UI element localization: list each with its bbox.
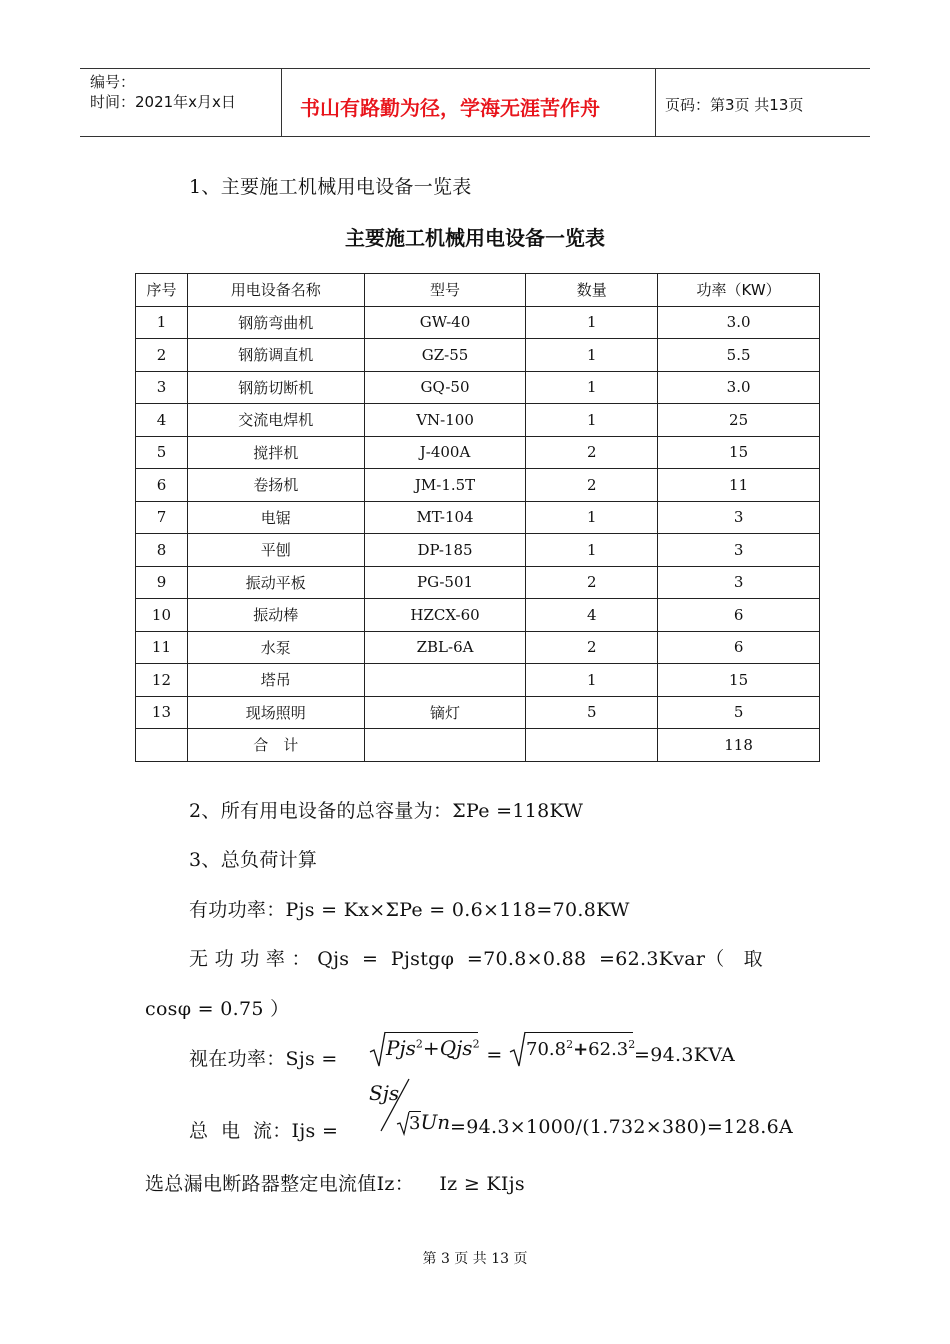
table-row	[136, 339, 820, 372]
header-page-label: 页码：第3页 共13页	[665, 96, 804, 114]
cell-index: 10	[136, 599, 188, 632]
active-power-line: 有功功率：Pjs = Kx×ΣPe = 0.6×118=70.8KW	[189, 899, 630, 921]
table-header-row	[136, 274, 820, 307]
total-value-cell: 118	[658, 729, 820, 762]
cell-power: 3	[658, 534, 820, 567]
cell-name: 现场照明	[187, 696, 364, 729]
sqrt-sign-2	[508, 1030, 528, 1070]
cell-power: 3.0	[658, 306, 820, 339]
table-row	[136, 501, 820, 534]
cell-name: 振动棒	[187, 599, 364, 632]
cell-power: 11	[658, 469, 820, 502]
header-date-label: 时间：2021年x月x日	[90, 93, 236, 111]
header-motto: 书山有路勤为径，学海无涯苦作舟	[300, 96, 600, 120]
cell-quantity: 5	[526, 696, 658, 729]
equipment-table	[135, 273, 820, 762]
current-label: 总 电 流：Ijs =	[189, 1120, 345, 1142]
cell-power: 15	[658, 664, 820, 697]
cell-name: 搅拌机	[187, 436, 364, 469]
cell-index: 12	[136, 664, 188, 697]
cell-power: 3	[658, 501, 820, 534]
cell-power: 3.0	[658, 371, 820, 404]
cell-name: 钢筋调直机	[187, 339, 364, 372]
cell-model	[364, 729, 526, 762]
table-row	[136, 469, 820, 502]
cell-model: 镝灯	[364, 696, 526, 729]
formula-numeric: $70.8^2+62.3^2$	[526, 1038, 636, 1060]
cell-model: GW-40	[364, 306, 526, 339]
cell-power: 25	[658, 404, 820, 437]
cell-model: HZCX-60	[364, 599, 526, 632]
formula-pjs-squared: Pjs$^2$+Qjs$^2$	[386, 1036, 480, 1060]
header-cell-index: 序号	[136, 274, 188, 307]
apparent-power-label: 视在功率：Sjs =	[189, 1048, 344, 1070]
table-row	[136, 371, 820, 404]
fraction-denominator: 3Un	[409, 1110, 451, 1134]
table-row	[136, 664, 820, 697]
cell-name: 平刨	[187, 534, 364, 567]
table-row	[136, 566, 820, 599]
table-row	[136, 696, 820, 729]
cell-index	[136, 729, 188, 762]
cell-quantity: 1	[526, 501, 658, 534]
total-capacity-line: 2、所有用电设备的总容量为：ΣPe =118KW	[189, 800, 584, 822]
table-row	[136, 306, 820, 339]
breaker-line: 选总漏电断路器整定电流值Iz： Iz ≥ KIjs	[145, 1173, 525, 1195]
cell-index: 13	[136, 696, 188, 729]
header-cell-name: 用电设备名称	[187, 274, 364, 307]
header-top-rule	[80, 68, 870, 69]
header-cell-power: 功率（KW）	[658, 274, 820, 307]
table-row	[136, 534, 820, 567]
header-number-label: 编号：	[90, 73, 136, 91]
cell-power: 6	[658, 631, 820, 664]
cell-index: 1	[136, 306, 188, 339]
cell-quantity: 2	[526, 436, 658, 469]
cell-quantity: 1	[526, 534, 658, 567]
cell-index: 8	[136, 534, 188, 567]
cell-model	[364, 664, 526, 697]
reactive-power-line: 无 功 功 率 ： Qjs = Pjstgφ =70.8×0.88 =62.3Kvar（ 取	[189, 948, 763, 970]
header-cell-model: 型号	[364, 274, 526, 307]
cell-quantity: 2	[526, 566, 658, 599]
cell-quantity: 2	[526, 469, 658, 502]
cell-name: 振动平板	[187, 566, 364, 599]
cell-model: ZBL-6A	[364, 631, 526, 664]
table-row	[136, 631, 820, 664]
cell-index: 3	[136, 371, 188, 404]
cell-name: 塔吊	[187, 664, 364, 697]
cell-quantity: 1	[526, 404, 658, 437]
cell-model: J-400A	[364, 436, 526, 469]
cell-name: 水泵	[187, 631, 364, 664]
apparent-result: =94.3KVA	[634, 1044, 735, 1066]
cell-quantity: 2	[526, 631, 658, 664]
cell-model: GQ-50	[364, 371, 526, 404]
current-result: =94.3×1000/(1.732×380)=128.6A	[450, 1116, 794, 1138]
cell-name: 钢筋切断机	[187, 371, 364, 404]
cell-model: JM-1.5T	[364, 469, 526, 502]
cell-quantity	[526, 729, 658, 762]
section-heading: 1、主要施工机械用电设备一览表	[189, 176, 472, 198]
cell-index: 4	[136, 404, 188, 437]
cell-quantity: 1	[526, 306, 658, 339]
cell-name: 卷扬机	[187, 469, 364, 502]
sqrt-bar-2	[525, 1032, 633, 1033]
cell-index: 6	[136, 469, 188, 502]
cell-power: 3	[658, 566, 820, 599]
cell-model: GZ-55	[364, 339, 526, 372]
cell-quantity: 4	[526, 599, 658, 632]
table-row	[136, 599, 820, 632]
cell-model: PG-501	[364, 566, 526, 599]
cell-model: VN-100	[364, 404, 526, 437]
cell-power: 15	[658, 436, 820, 469]
cell-quantity: 1	[526, 664, 658, 697]
reactive-power-cos-line: cosφ = 0.75 ）	[145, 998, 290, 1020]
table-row	[136, 404, 820, 437]
cell-quantity: 1	[526, 371, 658, 404]
header-divider-left	[281, 68, 282, 136]
cell-power: 5.5	[658, 339, 820, 372]
cell-model: DP-185	[364, 534, 526, 567]
apparent-equals: =	[480, 1044, 509, 1066]
header-bottom-rule	[80, 136, 870, 137]
cell-name: 交流电焊机	[187, 404, 364, 437]
cell-power: 5	[658, 696, 820, 729]
cell-power: 6	[658, 599, 820, 632]
cell-index: 9	[136, 566, 188, 599]
cell-model: MT-104	[364, 501, 526, 534]
header-cell-quantity: 数量	[526, 274, 658, 307]
cell-index: 5	[136, 436, 188, 469]
cell-quantity: 1	[526, 339, 658, 372]
cell-name: 钢筋弯曲机	[187, 306, 364, 339]
cell-index: 2	[136, 339, 188, 372]
sqrt-sign-1	[368, 1030, 388, 1070]
sqrt-bar-1	[385, 1032, 478, 1033]
cell-index: 7	[136, 501, 188, 534]
table-total-row	[136, 729, 820, 762]
table-row	[136, 436, 820, 469]
fraction-numerator: Sjs	[369, 1081, 400, 1105]
table-title: 主要施工机械用电设备一览表	[345, 226, 605, 250]
load-calc-heading: 3、总负荷计算	[189, 849, 318, 871]
cell-index: 11	[136, 631, 188, 664]
header-divider-right	[655, 68, 656, 136]
cell-name: 电锯	[187, 501, 364, 534]
footer-page-number: 第 3 页 共 13 页	[422, 1251, 528, 1267]
total-label-cell: 合 计	[187, 729, 364, 762]
